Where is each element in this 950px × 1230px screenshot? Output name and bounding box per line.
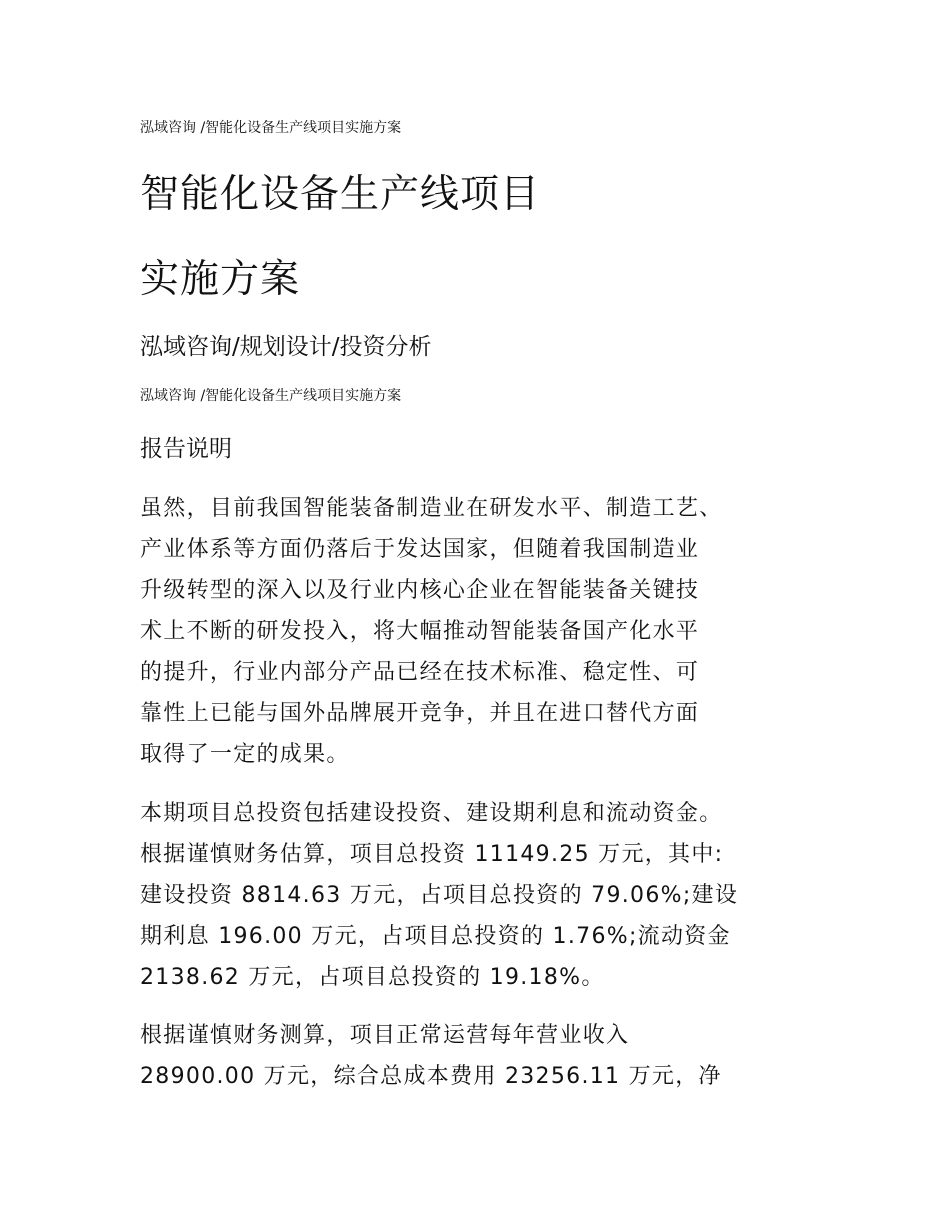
paragraph-line: 靠性上已能与国外品牌展开竞争，并且在进口替代方面 [140, 701, 700, 726]
paragraph-line: 本期项目总投资包括建设投资、建设期利息和流动资金。 [140, 801, 723, 826]
paragraph-line: 取得了一定的成果。 [140, 742, 350, 767]
section-heading: 报告说明 [140, 436, 232, 462]
paragraph-line: 升级转型的深入以及行业内核心企业在智能装备关键技 [140, 578, 700, 603]
cover-subtitle: 泓域咨询/规划设计/投资分析 [140, 334, 432, 360]
paragraph-line: 产业体系等方面仍落后于发达国家，但随着我国制造业 [140, 537, 700, 562]
paragraph-line: 根据谨慎财务测算，项目正常运营每年营业收入 [140, 1023, 630, 1048]
paragraph-line: 虽然，目前我国智能装备制造业在研发水平、制造工艺、 [140, 496, 723, 521]
cover-title-line-1: 智能化设备生产线项目 [140, 172, 541, 217]
cover-title-line-2: 实施方案 [140, 257, 301, 302]
section-running-header: 泓域咨询 /智能化设备生产线项目实施方案 [140, 388, 402, 404]
paragraph-investment [140, 793, 820, 998]
paragraph-financials [140, 1015, 820, 1097]
paragraph-line: 28900.00 万元，综合总成本费用 23256.11 万元，净 [140, 1064, 722, 1089]
paragraph-line: 根据谨慎财务估算，项目总投资 11149.25 万元，其中: [140, 842, 724, 867]
paragraph-line: 2138.62 万元，占项目总投资的 19.18%。 [140, 965, 605, 990]
paragraph-line: 术上不断的研发投入，将大幅推动智能装备国产化水平 [140, 619, 700, 644]
paragraph-line: 建设投资 8814.63 万元，占项目总投资的 79.06%;建设 [140, 883, 739, 908]
paragraph-line: 的提升，行业内部分产品已经在技术标准、稳定性、可 [140, 660, 700, 685]
paragraph-line: 期利息 196.00 万元，占项目总投资的 1.76%;流动资金 [140, 924, 731, 949]
running-header: 泓域咨询 /智能化设备生产线项目实施方案 [140, 120, 402, 136]
paragraph-industry-overview [140, 488, 820, 775]
